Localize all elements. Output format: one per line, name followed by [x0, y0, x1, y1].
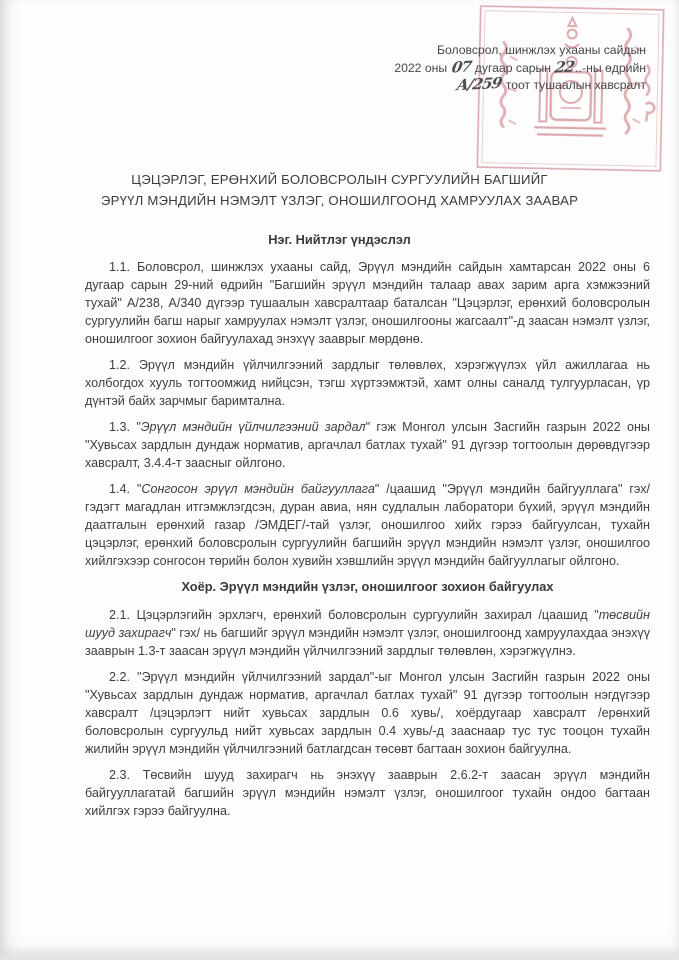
document-title: [0, 169, 679, 211]
attachment-reference: [394, 42, 646, 95]
handwritten-text: 07: [449, 57, 472, 76]
reference-line-issuer: [394, 42, 646, 60]
handwritten-text: А/259: [455, 73, 504, 95]
text-run: төсвийн шууд захирагч: [85, 608, 650, 640]
handwritten-text: 22: [553, 57, 576, 76]
reference-line-number: [394, 73, 646, 95]
text-run: Сонгосон эрүүл мэндийн байгууллага: [141, 482, 375, 496]
text-run: " гэж Монгол улсын Засгийн газрын 2022 оны "Хувьсах зардлын дундаж норматив, аргачлал батлах тухай" 91 дүгээр тогтоолын дөрөвдүгээр хавсралт, 3.4.4-т заасныг ойлгоно.: [85, 420, 650, 470]
text-run: ..-ны өдрийн: [575, 60, 646, 75]
text-run: дугаар сарын: [471, 60, 555, 75]
paragraph-2-3: [85, 766, 650, 820]
paragraph-2-1: [85, 606, 650, 660]
text-run: 2.2. "Эрүүл мэндийн үйлчилгээний зардал"-ыг Монгол улсын Засгийн газрын 2022 оны "Хувьсах зардлын дундаж норматив, аргачлал батлах тухай" 91 дүгээр тогтоолын нэгдүгээр хавсралт /цэцэрлэгт нийт хувьсах зардлын 0.6 хувь/, хоёрдугаар хавсралт /ерөнхий боловсролын сургуульд нийт хувьсах зардлын 0.4 хувь/-д зааснаар тус тус тооцон тухайн жилийн эрүүл мэндийн үйлчилгээний батлагдсан төсөвт багтаан зохион байгуулна.: [85, 670, 650, 756]
text-run: Эрүүл мэндийн үйлчилгээний зардал: [140, 420, 366, 434]
text-run: 1.4. ": [109, 482, 142, 496]
text-run: Боловсрол, шинжлэх ухааны сайдын: [436, 43, 646, 57]
text-run: " /цаашид "Эрүүл мэндийн байгууллага" гэх/ гэдэгт магадлан итгэмжлэгдсэн, дуран авиа, нян судлалын лаборатори бүхий, эрүүл мэндийн даатгалын ерөнхий газар /ЭМДЕГ/-тай үзлэг, оношилгоо хийх гэрээ байгуулсан, тухайн цэцэрлэг, ерөнхий боловсролын сургуулийн багшийн эрүүл мэндийн нэмэлт үзлэг, оношилгоо хийлгэхээр сонгосон төрийн болон хувийн хэвшлийн эрүүл мэндийн байгууллагыг ойлгоно.: [85, 482, 651, 568]
text-run: тоот тушаалын хавсралт: [502, 78, 646, 92]
paragraph-1-3: [85, 418, 650, 472]
text-run: " гэх/ нь багшийг эрүүл мэндийн нэмэлт үзлэг, оношилгоонд хамруулахдаа энэхүү зааврын 1.3-т заасан эрүүл мэндийн үйлчилгээний зардлыг төлөвлөн, хэрэгжүүлнэ.: [85, 626, 651, 658]
text-run: 2022 оны: [394, 60, 451, 75]
document-title-line-1: ЦЭЦЭРЛЭГ, ЕРӨНХИЙ БОЛОВСРОЛЫН СУРГУУЛИЙН БАГШИЙГ: [131, 172, 548, 187]
text-run: 1.3. ": [109, 420, 141, 434]
text-run: 2.3. Төсвийн шууд захирагч нь энэхүү зааврын 2.6.2-т заасан эрүүл мэндийн байгууллагатай багшийн эрүүл мэндийн нэмэлт үзлэг, оношилгоог тухайн ондоо багтаан хийлгэх гэрээ байгуулна.: [85, 768, 650, 818]
document-title-line-2: ЭРҮҮЛ МЭНДИЙН НЭМЭЛТ ҮЗЛЭГ, ОНОШИЛГООНД ХАМРУУЛАХ ЗААВАР: [100, 193, 579, 208]
document-body: [85, 258, 650, 828]
reference-line-date: [394, 57, 646, 78]
section-two-heading: Хоёр. Эрүүл мэндийн үзлэг, оношилгоог зохион байгуулах: [181, 579, 554, 594]
paragraph-2-2: [85, 668, 650, 758]
section-one-heading: Нэг. Нийтлэг үндэслэл: [268, 232, 411, 247]
paragraph-1-4: [85, 480, 650, 570]
paragraph-1-2: [85, 356, 650, 410]
text-run: 1.2. Эрүүл мэндийн үйлчилгээний зардлыг төлөвлөх, хэрэгжүүлэх үйл ажиллагаа нь холбогдох хууль тогтоомжид нийцсэн, тэгш хүртээмжтэй, хамт олны саналд тулгуурласан, үр дүнтэй байх зарчмыг баримтална.: [85, 358, 650, 408]
paragraph-1-1: [85, 258, 650, 348]
text-run: 1.1. Боловсрол, шинжлэх ухааны сайд, Эрүүл мэндийн сайдын хамтарсан 2022 оны 6 дугаар сарын 29-ний өдрийн "Багшийн эрүүл мэндийн талаар авах зарим арга хэмжээний тухай" А/238, А/340 дүгээр тушаалын хавсралтаар баталсан "Цэцэрлэг, ерөнхий боловсролын сургуулийн багш нарыг хамруулах нэмэлт үзлэг, оношилгооны жагсаалт"-д заасан нэмэлт үзлэг, оношилгоог зохион байгуулахад энэхүү зааврыг мөрдөнө.: [85, 260, 650, 346]
text-run: 2.1. Цэцэрлэгийн эрхлэгч, ерөнхий боловсролын сургуулийн захирал /цаашид ": [109, 608, 599, 622]
